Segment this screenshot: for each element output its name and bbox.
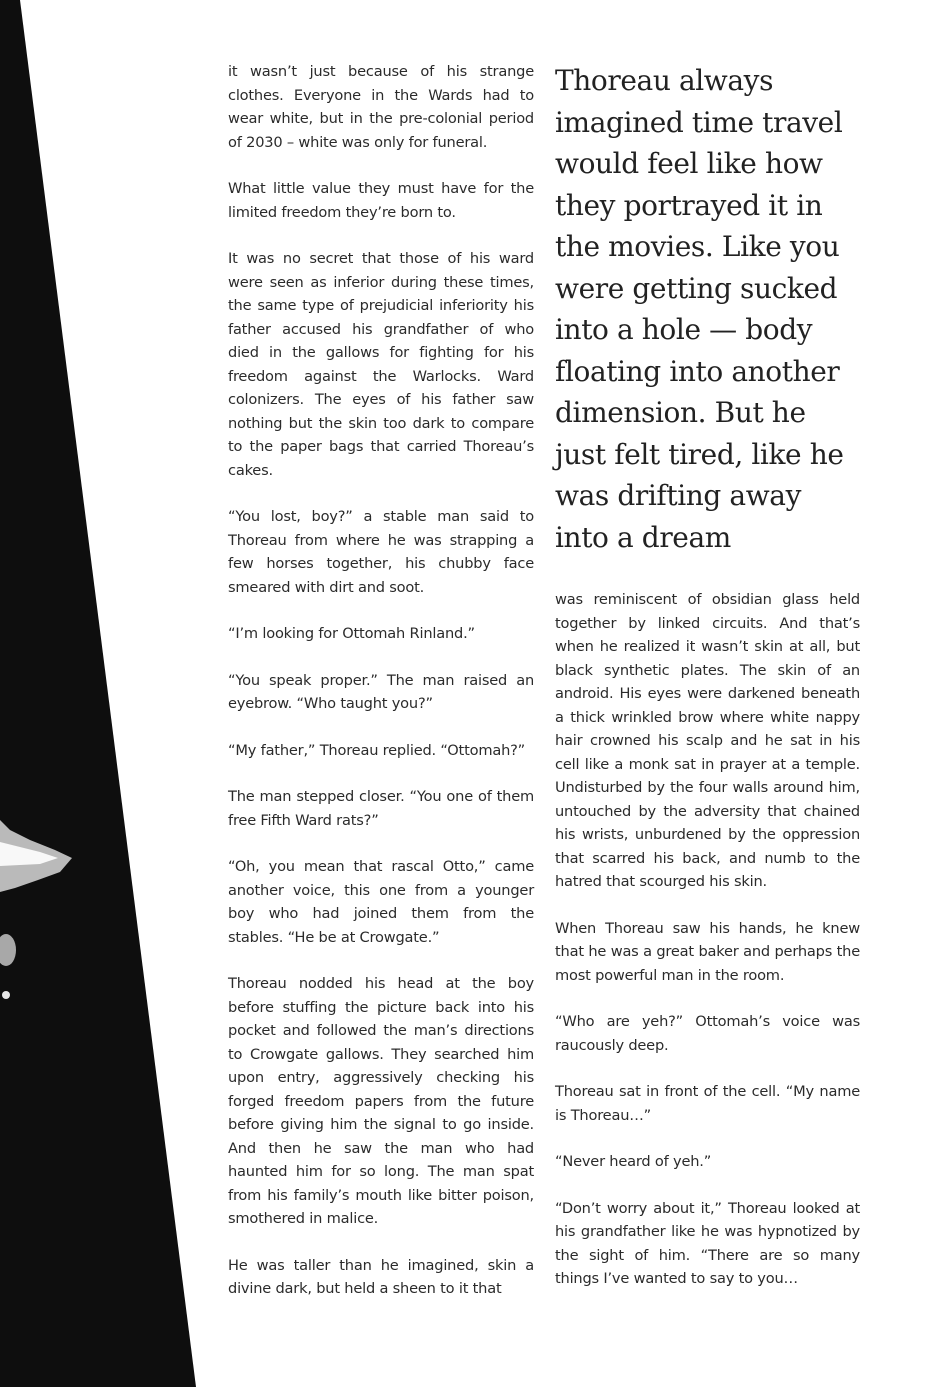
decorative-dark-panel-image: [0, 0, 200, 1387]
body-paragraph: Thoreau nodded his head at the boy before stuffing the picture back into his pocket and followed the man’s directions to Crowgate gallows. They searched him upon entry, aggressively checking his forged freedom papers from the future before giving him the signal to go inside. And then he saw the man who had haunted him for so long. The man spat from his family’s mouth like bitter poison, smothered in malice.: [228, 975, 534, 1227]
body-paragraph: It was no secret that those of his ward were seen as inferior during these times, the same type of prejudicial inferiority his father accused his grandfather of who died in the gallows for fighting for his freedom against the Warlocks. Ward colonizers. The eyes of his father saw nothing but the skin too dark to compare to the paper bags that carried Thoreau’s cakes.: [228, 250, 534, 479]
body-paragraph: “My father,” Thoreau replied. “Ottomah?”: [228, 741, 526, 759]
body-paragraph: When Thoreau saw his hands, he knew that he was a great baker and perhaps the most powerful man in the room.: [555, 919, 860, 984]
body-paragraph: The man stepped closer. “You one of them free Fifth Ward rats?”: [228, 788, 534, 829]
body-paragraph: What little value they must have for the limited freedom they’re born to.: [228, 180, 534, 221]
body-paragraph: “You lost, boy?” a stable man said to Thoreau from where he was strapping a few horses together, his chubby face smeared with dirt and soot.: [228, 508, 534, 596]
body-paragraph: “Who are yeh?” Ottomah’s voice was raucously deep.: [555, 1013, 860, 1054]
left-text-column: [228, 60, 534, 1324]
body-paragraph: was reminiscent of obsidian glass held together by linked circuits. And that’s when he realized it wasn’t skin at all, but black synthetic plates. The skin of an android. His eyes were darkened beneath a thick wrinkled brow where white nappy hair crowned his scalp and he sat in his cell like a monk sat in prayer at a temple. Undisturbed by the four walls around him, untouched by the adversity that chained his wrists, unburdened by the oppression that scarred his back, and numb to the hatred that scourged his skin.: [555, 591, 860, 890]
body-paragraph: He was taller than he imagined, skin a divine dark, but held a sheen to it that: [228, 1256, 534, 1297]
right-text-column: [555, 60, 860, 1314]
body-paragraph: it wasn’t just because of his strange clothes. Everyone in the Wards had to wear white, but in the pre-colonial period of 2030 – white was only for funeral.: [228, 63, 534, 151]
black-wedge-shape: [0, 0, 196, 1387]
body-paragraph: “Never heard of yeh.”: [555, 1153, 712, 1170]
body-paragraph: “Don’t worry about it,” Thoreau looked at his grandfather like he was hypnotized by the sight of him. “There are so many things I’ve wanted to say to you…: [555, 1199, 860, 1287]
body-paragraph: “Oh, you mean that rascal Otto,” came another voice, this one from a younger boy who had joined them from the stables. “He be at Crowgate.”: [228, 858, 534, 946]
highlight-dot-shape: [2, 991, 10, 999]
body-paragraph: “You speak proper.” The man raised an eyebrow. “Who taught you?”: [228, 671, 534, 712]
body-paragraph: Thoreau sat in front of the cell. “My name is Thoreau…”: [555, 1083, 860, 1124]
body-paragraph: “I’m looking for Ottomah Rinland.”: [228, 625, 475, 642]
pull-quote: Thoreau always imagined time travel would feel like how they portrayed it in the movies. Like you were getting sucked into a hole — body floating into another dimension. But he just felt tired, like he was drifting away into a dream: [555, 64, 844, 554]
